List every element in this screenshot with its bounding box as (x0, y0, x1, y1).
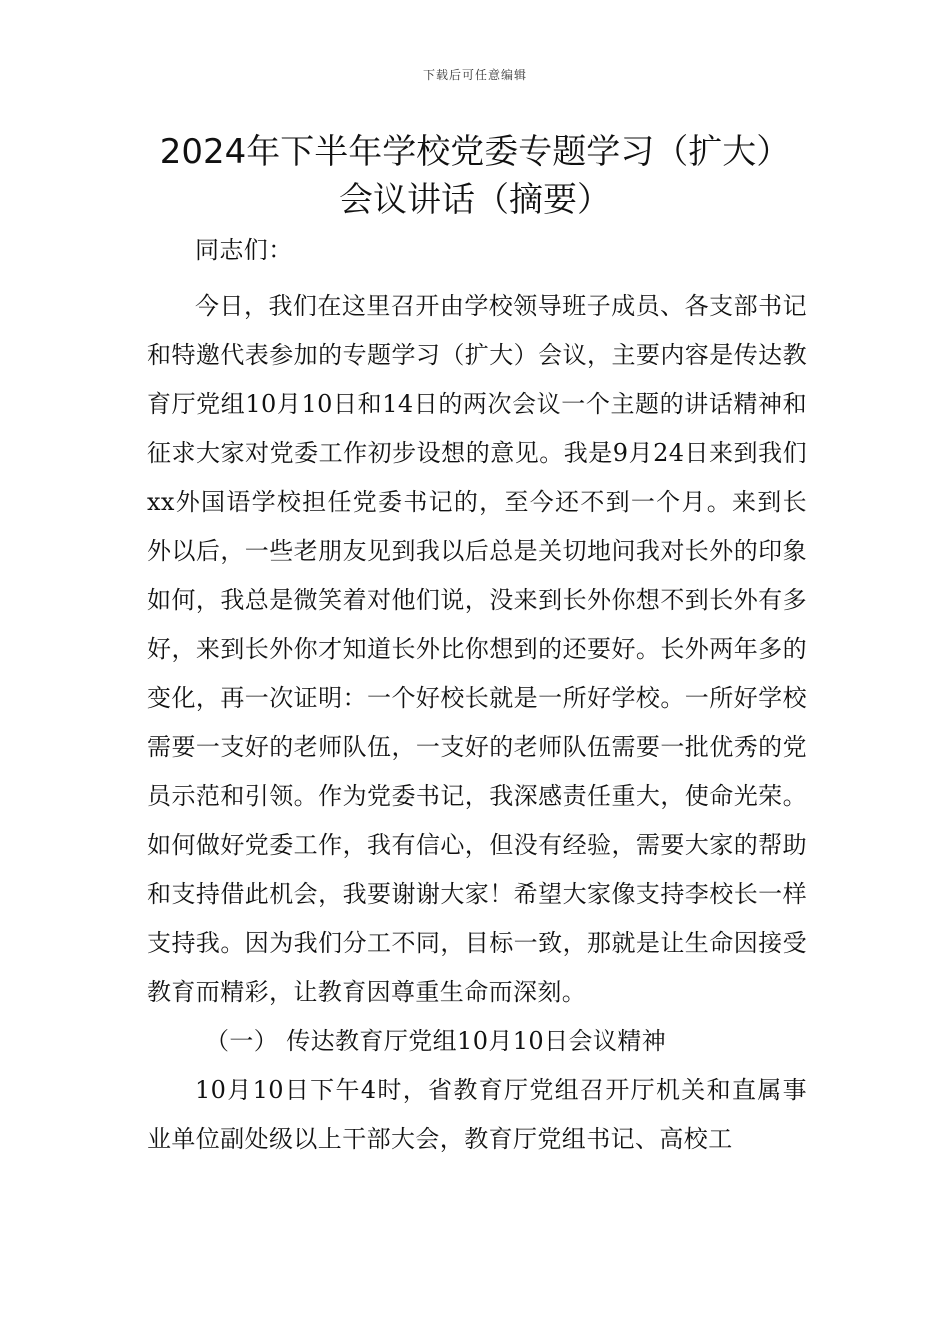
greeting: 同志们： (195, 236, 293, 264)
document-title (100, 128, 850, 224)
paragraph-1: 今日，我们在这里召开由学校领导班子成员、各支部书记和特邀代表参加的专题学习（扩大）会议，主要内容是传达教育厅党组10月10日和14日的两次会议一个主题的讲话精神和征求大家对党委工作初步设想的意见。我是9月24日来到我们xx外国语学校担任党委书记的，至今还不到一个月。来到长外以后，一些老朋友见到我以后总是关切地问我对长外的印象如何，我总是微笑着对他们说，没来到长外你想不到长外有多好，来到长外你才知道长外比你想到的还要好。长外两年多的变化，再一次证明：一个好校长就是一所好学校。一所好学校需要一支好的老师队伍，一支好的老师队伍需要一批优秀的党员示范和引领。作为党委书记，我深感责任重大，使命光荣。如何做好党委工作，我有信心，但没有经验，需要大家的帮助和支持借此机会，我要谢谢大家！希望大家像支持李校长一样支持我。因为我们分工不同，目标一致，那就是让生命因接受教育而精彩，让教育因尊重生命而深刻。 (147, 292, 807, 1006)
section-heading-1: （一） 传达教育厅党组10月10日会议精神 (205, 1027, 667, 1055)
title-line-2: 会议讲话（摘要） (339, 180, 611, 220)
document-body (147, 226, 807, 1164)
header-note: 下载后可任意编辑 (422, 68, 527, 82)
title-line-1: 2024年下半年学校党委专题学习（扩大） (159, 132, 791, 172)
paragraph-2: 10月10日下午4时，省教育厅党组召开厅机关和直属事业单位副处级以上干部大会，教育厅党组书记、高校工 (147, 1076, 807, 1153)
